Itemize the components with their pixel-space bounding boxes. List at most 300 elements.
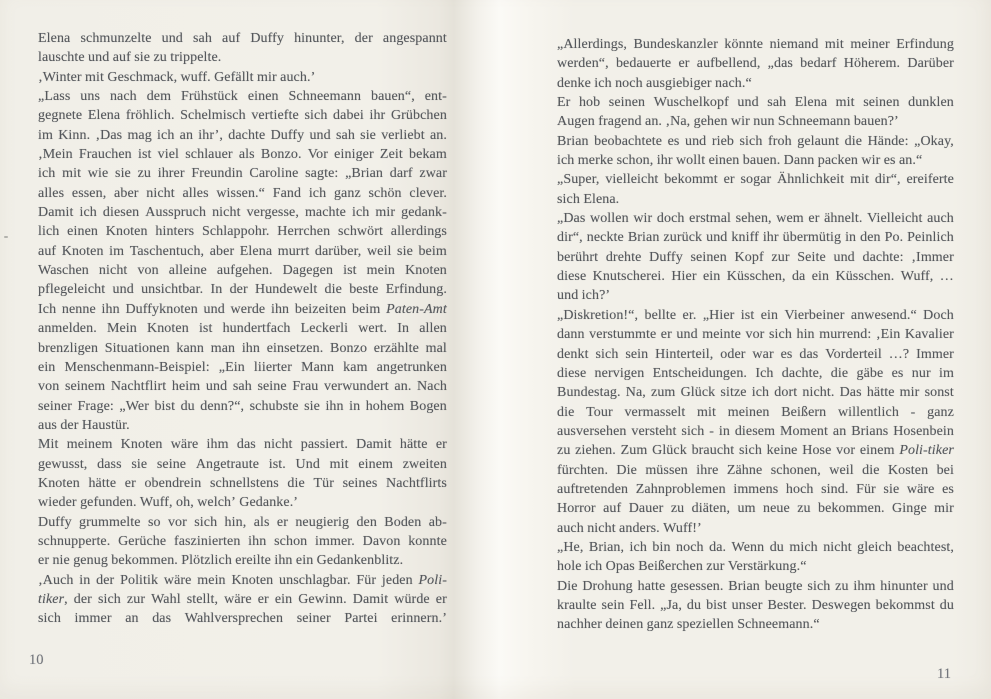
word: und: [205, 379, 228, 395]
word: bin: [652, 539, 671, 555]
word: sich: [768, 327, 792, 343]
text-line: [557, 559, 954, 578]
word: den: [860, 230, 881, 246]
word: zur: [771, 249, 790, 265]
word: neckte: [586, 230, 624, 246]
text-line: [557, 172, 954, 191]
word: bauen.: [742, 153, 781, 169]
word: beim: [352, 301, 381, 317]
word: Drohung: [582, 578, 633, 594]
word: Verstärkung.“: [727, 559, 807, 575]
word: sagte:: [305, 166, 339, 182]
word: verwundert: [324, 379, 389, 395]
text-line: [38, 592, 447, 611]
word: Dauer: [628, 501, 664, 517]
word: allerdings: [390, 224, 447, 240]
word: gegnete: [38, 108, 83, 124]
word: die: [862, 462, 880, 478]
word: Ich: [755, 365, 774, 381]
word: Kopf: [734, 249, 764, 265]
word: berührt: [557, 249, 599, 265]
word: meinen: [727, 404, 770, 420]
word: Caroline: [249, 166, 299, 182]
word: auf: [38, 243, 57, 259]
word: er: [660, 327, 672, 343]
word: und: [684, 133, 707, 149]
word: im: [109, 243, 125, 259]
word: Bundestag.: [557, 385, 621, 401]
word: ihm: [853, 578, 876, 594]
word: einem: [358, 456, 394, 472]
word: keine: [766, 443, 798, 459]
word: ‚Winter: [38, 69, 82, 85]
word: ich: [38, 166, 56, 182]
word: Angetraute: [195, 456, 260, 472]
word: oh,: [176, 495, 194, 511]
word: der: [354, 31, 373, 46]
word: Deswegen: [811, 597, 871, 613]
word: beim: [418, 243, 447, 259]
word: im: [939, 365, 954, 381]
word: Vierbeiner: [784, 307, 845, 323]
word: Hundewelt: [254, 282, 318, 298]
word: auf: [603, 501, 622, 517]
word: neugierig: [295, 514, 350, 530]
word: Erfindung.: [385, 282, 447, 298]
word: der: [73, 591, 92, 607]
word: sich: [194, 514, 218, 530]
word: auf: [222, 31, 241, 46]
word: merke: [577, 153, 614, 169]
text-line: [38, 611, 447, 630]
word: Tür: [313, 475, 334, 491]
word: Und: [295, 456, 320, 472]
word: Seite: [797, 249, 826, 265]
word: obendrein: [144, 475, 202, 491]
text-line: [557, 579, 954, 598]
word: vielleicht: [605, 172, 659, 188]
word: Glück: [652, 443, 687, 459]
word: Duffyknoten: [125, 301, 198, 317]
word: Beißern: [781, 404, 827, 420]
word: allen: [419, 321, 447, 337]
word: weil: [366, 243, 392, 259]
text-line: [557, 521, 954, 540]
text-line: [38, 495, 447, 514]
word: alleine: [168, 263, 207, 279]
text-line: [557, 405, 954, 424]
word: Mann: [301, 359, 335, 375]
word: er: [678, 56, 690, 72]
word: Mit: [38, 437, 59, 453]
word: mit: [835, 95, 855, 111]
word: Bogen: [409, 398, 447, 414]
word: trippelte.: [170, 50, 222, 66]
word: einen: [247, 89, 279, 105]
word: mein: [197, 572, 226, 588]
word: sitze: [720, 385, 747, 401]
word: ihr: [656, 153, 673, 169]
word: Geschmack,: [107, 69, 178, 85]
word: diese: [557, 365, 587, 381]
word: gesessen.: [670, 578, 724, 594]
word: ich: [351, 205, 370, 221]
word: bekommt: [664, 172, 718, 188]
word: gehen: [693, 114, 728, 130]
word: ich: [594, 75, 612, 91]
word: Poli-tiker: [899, 443, 954, 459]
word: heim: [171, 379, 201, 395]
word: Hose: [802, 443, 832, 459]
word: sah: [193, 31, 212, 46]
word: um: [737, 501, 756, 517]
word: Elena: [794, 95, 828, 111]
word: Schneemann: [288, 89, 362, 105]
word: ihn: [241, 340, 261, 356]
text-line: [557, 192, 954, 211]
word: dem: [146, 89, 172, 105]
text-line: [557, 95, 954, 114]
word: Elena: [38, 31, 71, 46]
text-line: [38, 205, 447, 224]
word: seine: [156, 456, 187, 472]
word: schon: [274, 533, 308, 549]
word: bauen“,: [370, 89, 415, 105]
word: auch: [927, 211, 954, 227]
word: Freundin: [191, 166, 243, 182]
word: zwar: [419, 166, 447, 182]
word: sogar: [740, 172, 772, 188]
word: er: [435, 437, 447, 453]
word: müssen: [645, 462, 688, 478]
word: an.: [429, 127, 447, 143]
word: ihre: [696, 462, 719, 478]
word: Waschen: [38, 263, 89, 279]
word: und: [706, 230, 728, 246]
word: sich: [38, 611, 61, 627]
word: da: [791, 269, 806, 285]
word: wollen: [590, 211, 629, 227]
text-line: [38, 515, 447, 534]
word: Glück: [680, 385, 716, 401]
word: sich: [304, 108, 328, 124]
word: alles: [182, 185, 209, 201]
word: sich: [738, 443, 762, 459]
word: Beißerchen: [638, 559, 703, 575]
text-line: [38, 341, 447, 360]
text-line: [557, 211, 954, 230]
word: ihm: [206, 437, 229, 453]
word: Partei: [344, 611, 378, 627]
word: Entscheidungen.: [652, 365, 748, 381]
word: Gedankenblitz.: [316, 553, 404, 569]
word: froh: [767, 133, 792, 149]
word: ihr: [762, 230, 779, 246]
word: Dann: [783, 153, 815, 169]
word: seinen: [863, 95, 900, 111]
word: mir: [375, 205, 396, 221]
word: ihn: [325, 398, 344, 414]
word: bist: [706, 597, 727, 613]
word: alles: [38, 185, 65, 201]
word: kann: [176, 340, 204, 356]
word: ihn: [101, 301, 120, 317]
word: hinters: [155, 224, 195, 240]
word: wir: [861, 153, 881, 169]
word: unschlagbar.: [279, 572, 351, 588]
word: Frühstück: [181, 89, 238, 105]
word: In: [210, 282, 223, 298]
word: ist: [137, 147, 152, 163]
word: anmelden.: [38, 321, 97, 337]
word: Immer: [916, 346, 954, 362]
text-line: [557, 540, 954, 559]
word: Knoten: [405, 263, 447, 279]
word: schnellstens: [209, 475, 279, 491]
text-line: [557, 134, 954, 153]
word: clever.: [409, 185, 447, 201]
word: es: [942, 481, 954, 497]
text-line: [38, 244, 447, 263]
text-line: [38, 321, 447, 340]
word: du: [769, 539, 784, 555]
word: und: [88, 50, 110, 66]
word: an.: [645, 114, 663, 130]
word: „Super,: [557, 172, 600, 188]
word: und: [557, 288, 579, 304]
word: hob: [578, 95, 601, 111]
word: mit: [85, 69, 105, 85]
word: versteht: [631, 423, 677, 439]
word: sich: [595, 346, 619, 362]
word: Vielleicht: [867, 211, 923, 227]
text-line: [557, 288, 954, 307]
word: Die: [557, 578, 578, 594]
word: lauschte: [38, 50, 85, 66]
text-line: [557, 76, 954, 95]
word: „He,: [557, 539, 584, 555]
word: man: [210, 340, 236, 356]
word: Hier: [671, 269, 697, 285]
word: wieder: [38, 495, 77, 511]
word: nach.“: [715, 75, 752, 91]
page-number-left: 10: [29, 652, 44, 668]
word: ihn: [274, 553, 293, 569]
word: gleich: [857, 539, 892, 555]
text-line: [38, 89, 447, 108]
word: ihr’,: [198, 127, 224, 143]
word: Frau: [292, 379, 319, 395]
text-line: [38, 457, 447, 476]
word: „Wer: [119, 398, 149, 414]
word: passiert.: [300, 437, 348, 453]
word: ein: [274, 591, 293, 607]
word: kniff: [731, 230, 759, 246]
word: pflegeleicht: [38, 282, 106, 298]
word: beachtest,: [897, 539, 954, 555]
word: Knoten: [38, 475, 80, 491]
word: würde: [394, 591, 430, 607]
word: beste: [349, 282, 379, 298]
word: denke: [557, 75, 591, 91]
word: in: [79, 572, 91, 588]
word: dann: [557, 327, 585, 343]
word: ab-: [428, 514, 447, 530]
word: In: [397, 321, 410, 337]
word: hin,: [224, 514, 247, 530]
word: nur: [911, 365, 931, 381]
word: Nachtflirts: [386, 475, 447, 491]
word: und: [833, 249, 855, 265]
word: auch: [557, 520, 584, 536]
word: nenne: [61, 301, 96, 317]
word: Kosten: [887, 462, 929, 478]
word: und: [932, 578, 954, 594]
word: schlauer: [185, 147, 233, 163]
word: angetrunken: [376, 359, 447, 375]
word: oder: [720, 346, 746, 362]
word: sich: [557, 191, 580, 207]
word: Damit: [356, 437, 392, 453]
word: Fell.: [629, 597, 656, 613]
word: Nachtflirt: [110, 379, 167, 395]
word: diese: [557, 269, 587, 285]
word: war: [752, 346, 774, 362]
word: Brian: [557, 133, 589, 149]
word: tiker,: [38, 591, 68, 607]
word: Für: [356, 572, 377, 588]
word: Brians: [851, 423, 889, 439]
word: an.“: [898, 153, 923, 169]
word: und: [161, 31, 183, 46]
word: ich: [629, 539, 647, 555]
text-line: [38, 282, 447, 301]
word: dabei: [333, 108, 364, 124]
word: Wuff,: [139, 495, 173, 511]
word: ich: [308, 185, 327, 201]
word: ein: [38, 359, 56, 375]
word: Vorderteil: [825, 346, 882, 362]
word: schwört: [337, 224, 383, 240]
word: an: [125, 611, 139, 627]
word: Das: [839, 385, 862, 401]
text-line: [38, 186, 447, 205]
word: ein: [295, 553, 314, 569]
word: einiger: [334, 147, 374, 163]
word: Schelmisch: [180, 108, 246, 124]
word: bist: [154, 398, 176, 414]
word: wert.: [358, 321, 388, 337]
word: es: [883, 153, 896, 169]
word: erinnern.’: [391, 611, 447, 627]
word: es: [780, 346, 793, 362]
word: ausgiebiger: [646, 75, 712, 91]
word: hinunter: [880, 578, 928, 594]
word: bekommst: [875, 597, 935, 613]
word: seinem: [64, 379, 106, 395]
word: genug: [73, 553, 108, 569]
word: machte: [304, 205, 346, 221]
text-line: [38, 70, 447, 89]
word: Augen: [557, 114, 595, 130]
text-line: [557, 443, 954, 462]
word: im: [38, 127, 53, 143]
word: sich: [807, 578, 831, 594]
text-line: [38, 437, 447, 456]
word: Ähnlichkeit: [777, 172, 845, 188]
word: Kinn.: [58, 127, 91, 143]
word: kraulte: [557, 597, 597, 613]
word: nicht: [587, 520, 616, 536]
word: es: [891, 365, 904, 381]
word: er: [124, 475, 136, 491]
text-line: [557, 250, 954, 269]
word: -: [709, 423, 714, 439]
word: diesen: [102, 205, 140, 221]
word: er: [38, 553, 50, 569]
text-line: [38, 147, 447, 166]
word: Küsschen,: [726, 269, 786, 285]
word: hole: [557, 559, 582, 575]
word: Fand: [272, 185, 302, 201]
word: Gerüche: [118, 533, 167, 549]
word: bedauerte: [615, 56, 672, 72]
word: ‚Immer: [911, 249, 954, 265]
word: Bundeskanzler: [633, 37, 718, 52]
word: Duffy: [250, 31, 284, 46]
word: …: [939, 269, 954, 285]
word: Bonzo.: [260, 147, 302, 163]
word: vor: [836, 443, 856, 459]
text-line: [38, 224, 447, 243]
word: Situationen: [104, 340, 170, 356]
word: vermasselt: [624, 404, 686, 420]
word: an.: [394, 379, 412, 395]
text-line: [38, 50, 447, 69]
word: wäre: [170, 437, 199, 453]
word: aus: [38, 417, 57, 433]
word: welch’: [197, 495, 236, 511]
word: anwesend.“: [850, 307, 917, 323]
word: Leckerli: [300, 321, 349, 337]
word: aufbellend,: [696, 56, 761, 72]
word: mit: [824, 37, 844, 52]
word: ‚Ein: [875, 327, 901, 343]
word: Brian: [728, 578, 760, 594]
word: brenzligen: [38, 340, 99, 356]
word: denn?“,: [200, 398, 245, 414]
word: meinte: [702, 327, 741, 343]
text-line: [38, 534, 447, 553]
text-line: [557, 385, 954, 404]
word: zu: [153, 50, 167, 66]
word: zur: [126, 591, 146, 607]
word: du: [686, 597, 702, 613]
word: dass: [97, 456, 122, 472]
word: schubste: [249, 398, 299, 414]
word: als: [253, 514, 270, 530]
word: hoch: [785, 481, 814, 497]
word: Plötzlich: [181, 553, 232, 569]
word: die: [287, 475, 305, 491]
word: Zum: [620, 443, 648, 459]
word: Ausspruch: [145, 205, 207, 221]
word: Grübchen: [390, 108, 447, 124]
word: die: [557, 404, 575, 420]
word: murrend:: [819, 327, 872, 343]
word: zum: [651, 385, 676, 401]
word: hinunter,: [294, 31, 345, 46]
